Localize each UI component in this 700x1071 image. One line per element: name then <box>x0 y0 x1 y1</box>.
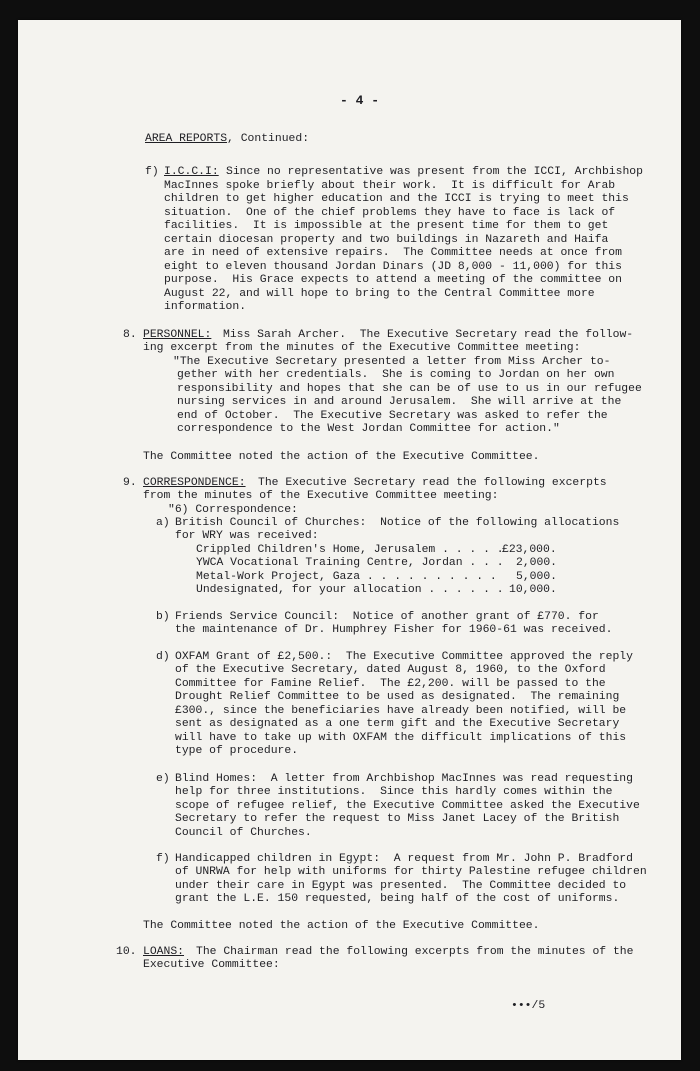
continued-marker: •••/5 <box>511 1000 546 1012</box>
item-a-line: for WRY was received: <box>175 530 319 542</box>
icci-line: information. <box>164 301 247 313</box>
allocation-item: Crippled Children's Home, Jerusalem . . . . . <box>196 544 504 556</box>
personnel-quote-line: "The Executive Secretary presented a letter from Miss Archer to- <box>173 356 611 368</box>
item-b-marker: b) <box>156 611 170 623</box>
item-e-line: help for three institutions. Since this hardly comes within the <box>175 786 613 798</box>
icci-line: are in need of extensive repairs. The Committee needs at once from <box>164 247 622 259</box>
loans-line: The Chairman read the following excerpts from the minutes of the <box>196 946 634 958</box>
item-b-line: the maintenance of Dr. Humphrey Fisher for 1960-61 was received. <box>175 624 613 636</box>
personnel-quote-line: end of October. The Executive Secretary was asked to refer the <box>177 410 608 422</box>
item-f-line: of UNRWA for help with uniforms for thirty Palestine refugee children <box>175 866 647 878</box>
item-d-line: type of procedure. <box>175 745 299 757</box>
item-d-line: will have to take up with OXFAM the difficult implications of this <box>175 732 627 744</box>
personnel-heading: PERSONNEL: <box>143 329 212 341</box>
icci-line: children to get higher education and the ICCI is trying to meet this <box>164 193 629 205</box>
document-page <box>18 20 681 1060</box>
icci-line: purpose. His Grace expects to attend a meeting of the committee on <box>164 274 622 286</box>
item-b-line: Friends Service Council: Notice of another grant of £770. for <box>175 611 599 623</box>
page-number: - 4 - <box>340 93 380 108</box>
area-reports-heading <box>145 133 309 146</box>
icci-line: August 22, and will hope to bring to the Central Committee more <box>164 288 595 300</box>
item-a-line: British Council of Churches: Notice of the following allocations <box>175 517 620 529</box>
correspondence-number: 9. <box>123 477 137 489</box>
item-d-line: OXFAM Grant of £2,500.: The Executive Committee approved the reply <box>175 651 633 663</box>
allocation-amount: £23,000. <box>502 544 557 556</box>
icci-label: I.C.C.I: <box>164 166 219 178</box>
personnel-quote-line: nursing services in and around Jerusalem. She will arrive at the <box>177 396 622 408</box>
icci-line: MacInnes spoke briefly about their work. It is difficult for Arab <box>164 180 616 192</box>
icci-line: situation. One of the chief problems they have to face is lack of <box>164 207 616 219</box>
icci-line: certain diocesan property and two buildings in Nazareth and Haifa <box>164 234 609 246</box>
item-a-marker: a) <box>156 517 170 529</box>
allocation-item: Metal-Work Project, Gaza . . . . . . . . . . <box>196 571 497 583</box>
allocation-amount: 5,000. <box>516 571 558 583</box>
item-d-line: sent as designated as a one term gift and the Executive Secretary <box>175 718 620 730</box>
correspondence-note: The Committee noted the action of the Executive Committee. <box>143 920 540 932</box>
item-f-line: grant the L.E. 150 requested, being half of the cost of uniforms. <box>175 893 620 905</box>
loans-number: 10. <box>116 946 137 958</box>
item-f-line: under their care in Egypt was presented. The Committee decided to <box>175 880 627 892</box>
personnel-line: ing excerpt from the minutes of the Executive Committee meeting: <box>143 342 581 354</box>
item-e-line: scope of refugee relief, the Executive Committee asked the Executive <box>175 800 640 812</box>
correspondence-heading: CORRESPONDENCE: <box>143 477 246 489</box>
personnel-line: Miss Sarah Archer. The Executive Secretary read the follow- <box>223 329 634 341</box>
icci-line: Since no representative was present from the ICCI, Archbishop <box>226 166 643 178</box>
personnel-number: 8. <box>123 329 137 341</box>
item-f-line: Handicapped children in Egypt: A request from Mr. John P. Bradford <box>175 853 633 865</box>
item-d-line: £300., since the beneficiaries have already been notified, will be <box>175 705 627 717</box>
area-reports-continued: , Continued: <box>227 133 310 145</box>
allocation-item: Undesignated, for your allocation . . . . . . <box>196 584 504 596</box>
correspondence-intro: The Executive Secretary read the following excerpts <box>258 477 607 489</box>
item-e-marker: e) <box>156 773 170 785</box>
item-e-line: Secretary to refer the request to Miss Janet Lacey of the British <box>175 813 620 825</box>
icci-marker: f) <box>145 166 159 178</box>
item-d-line: of the Executive Secretary, dated August 8, 1960, to the Oxford <box>175 664 606 676</box>
allocation-amount: 2,000. <box>516 557 558 569</box>
item-e-line: Blind Homes: A letter from Archbishop MacInnes was read requesting <box>175 773 633 785</box>
personnel-note: The Committee noted the action of the Executive Committee. <box>143 451 540 463</box>
loans-heading: LOANS: <box>143 946 185 958</box>
area-reports-title: AREA REPORTS <box>145 133 228 145</box>
icci-line: eight to eleven thousand Jordan Dinars (JD 8,000 - 11,000) for this <box>164 261 622 273</box>
item-d-line: Drought Relief Committee to be used as designated. The remaining <box>175 691 620 703</box>
correspondence-subheading: "6) Correspondence: <box>168 504 298 516</box>
loans-line: Executive Committee: <box>143 959 280 971</box>
personnel-quote-line: gether with her credentials. She is coming to Jordan on her own <box>177 369 615 381</box>
personnel-quote-line: responsibility and hopes that she can be of use to us in our refugee <box>177 383 642 395</box>
item-e-line: Council of Churches. <box>175 827 312 839</box>
item-d-marker: d) <box>156 651 170 663</box>
item-d-line: Committee for Famine Relief. The £2,200. will be passed to the <box>175 678 606 690</box>
personnel-quote-line: correspondence to the West Jordan Committee for action." <box>177 423 560 435</box>
icci-line: facilities. It is impossible at the present time for them to get <box>164 220 609 232</box>
allocation-amount: 10,000. <box>509 584 557 596</box>
allocation-item: YWCA Vocational Training Centre, Jordan . . . <box>196 557 504 569</box>
correspondence-intro: from the minutes of the Executive Committee meeting: <box>143 490 499 502</box>
item-f-marker: f) <box>156 853 170 865</box>
